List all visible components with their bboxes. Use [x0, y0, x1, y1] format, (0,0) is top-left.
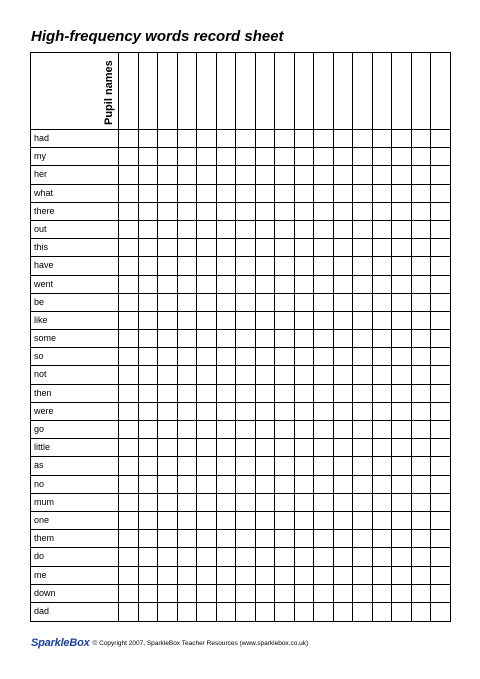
word-row: [31, 276, 450, 294]
word-row: [31, 457, 450, 475]
pupil-column-divider: [391, 53, 392, 621]
word-row: [31, 312, 450, 330]
word-label: then: [34, 387, 52, 398]
pupil-column-divider: [313, 53, 314, 621]
word-row: [31, 512, 450, 530]
pupil-column-divider: [157, 53, 158, 621]
pupil-column-divider: [255, 53, 256, 621]
word-label: so: [34, 351, 44, 362]
word-label: what: [34, 187, 54, 198]
pupil-column-divider: [216, 53, 217, 621]
word-label: like: [34, 314, 48, 325]
word-row: [31, 203, 450, 221]
word-label: not: [34, 369, 47, 380]
header-row: [31, 53, 450, 130]
word-row: [31, 257, 450, 275]
page-title: High-frequency words record sheet: [31, 28, 284, 45]
word-rows: [31, 130, 450, 621]
pupil-names-label: Pupil names: [103, 60, 115, 125]
word-row: [31, 421, 450, 439]
word-label: me: [34, 569, 47, 580]
word-label: be: [34, 296, 45, 307]
pupil-column-divider: [294, 53, 295, 621]
footer: [31, 637, 308, 649]
sparklebox-logo: SparkleBox: [31, 637, 90, 649]
word-label: them: [34, 533, 55, 544]
pupil-column-divider: [235, 53, 236, 621]
pupil-column-divider: [196, 53, 197, 621]
word-row: [31, 221, 450, 239]
pupil-column-divider: [333, 53, 334, 621]
word-row: [31, 476, 450, 494]
word-label: go: [34, 424, 45, 434]
pupil-column-divider: [372, 53, 373, 621]
word-row: [31, 166, 450, 184]
word-label: one: [34, 514, 50, 525]
word-label: no: [34, 478, 45, 489]
word-row: [31, 294, 450, 312]
word-label: have: [34, 260, 54, 271]
word-label: down: [34, 587, 56, 598]
word-label: went: [34, 278, 54, 289]
word-row: [31, 403, 450, 421]
word-row: [31, 439, 450, 457]
word-row: [31, 567, 450, 585]
record-grid: [30, 52, 451, 622]
word-label: do: [34, 551, 45, 562]
word-label: as: [34, 460, 44, 471]
pupil-column-divider: [274, 53, 275, 621]
word-row: [31, 366, 450, 384]
word-label: were: [34, 405, 54, 416]
word-label: had: [34, 133, 50, 143]
word-label: my: [34, 151, 46, 162]
pupil-column-divider: [352, 53, 353, 621]
word-row: [31, 494, 450, 512]
pupil-column-divider: [118, 53, 119, 621]
copyright-text: © Copyright 2007, SparkleBox Teacher Resources (www.sparklebox.co.uk): [92, 639, 309, 647]
pupil-names-header-cell: [31, 53, 118, 129]
pupil-column-divider: [411, 53, 412, 621]
word-label: her: [34, 169, 48, 180]
word-label: there: [34, 205, 55, 216]
pupil-column-divider: [138, 53, 139, 621]
word-row: [31, 530, 450, 548]
word-row: [31, 385, 450, 403]
word-row: [31, 148, 450, 166]
word-row: [31, 603, 450, 621]
word-row: [31, 548, 450, 566]
word-label: dad: [34, 605, 50, 616]
word-label: this: [34, 242, 49, 253]
word-label: mum: [34, 496, 54, 507]
word-label: little: [34, 442, 51, 453]
word-row: [31, 348, 450, 366]
word-row: [31, 585, 450, 603]
word-row: [31, 330, 450, 348]
word-label: out: [34, 223, 47, 234]
word-row: [31, 239, 450, 257]
pupil-column-divider: [430, 53, 431, 621]
word-row: [31, 130, 450, 148]
word-row: [31, 185, 450, 203]
pupil-column-divider: [177, 53, 178, 621]
word-label: some: [34, 333, 57, 344]
